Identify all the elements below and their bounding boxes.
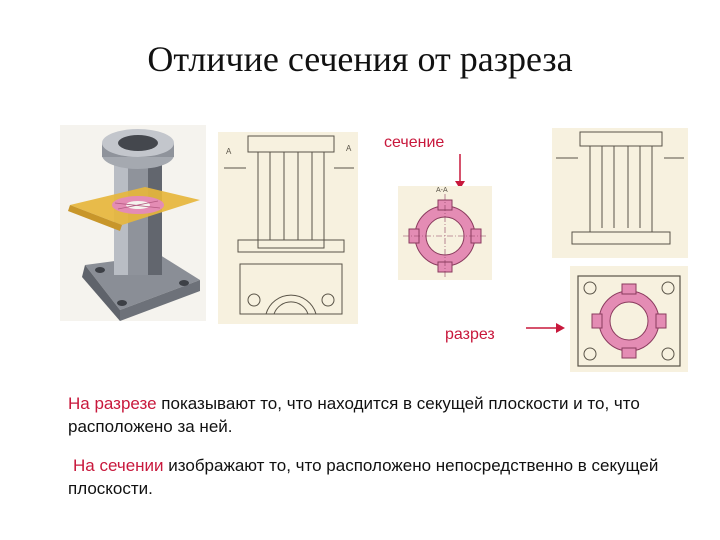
paragraph-cut bbox=[68, 392, 698, 438]
paragraph-section-text: изображают то, что расположено непосредственно в секущей плоскости. bbox=[68, 456, 659, 498]
front-view-drawing-2 bbox=[552, 128, 688, 258]
slide-title: Отличие сечения от разреза bbox=[147, 39, 573, 79]
cut-drawing bbox=[570, 266, 688, 372]
paragraph-section-highlight: На сечении bbox=[73, 456, 164, 475]
section-drawing bbox=[398, 186, 492, 280]
cut-label: разрез bbox=[445, 326, 495, 343]
paragraph-section bbox=[68, 454, 698, 500]
marker-a-1: A bbox=[226, 147, 232, 156]
cut-arrow-icon bbox=[526, 321, 566, 335]
paragraph-cut-highlight: На разрезе bbox=[68, 394, 157, 413]
section-label: сечение bbox=[384, 134, 445, 151]
front-view-drawing bbox=[218, 132, 358, 324]
paragraph-cut-text: показывают то, что находится в секущей плоскости и то, что расположено за ней. bbox=[68, 394, 640, 436]
marker-a-2: A bbox=[346, 144, 352, 153]
section-arrow-icon bbox=[452, 154, 468, 190]
part-3d-illustration bbox=[60, 125, 206, 321]
section-caption: A-A bbox=[436, 187, 448, 194]
